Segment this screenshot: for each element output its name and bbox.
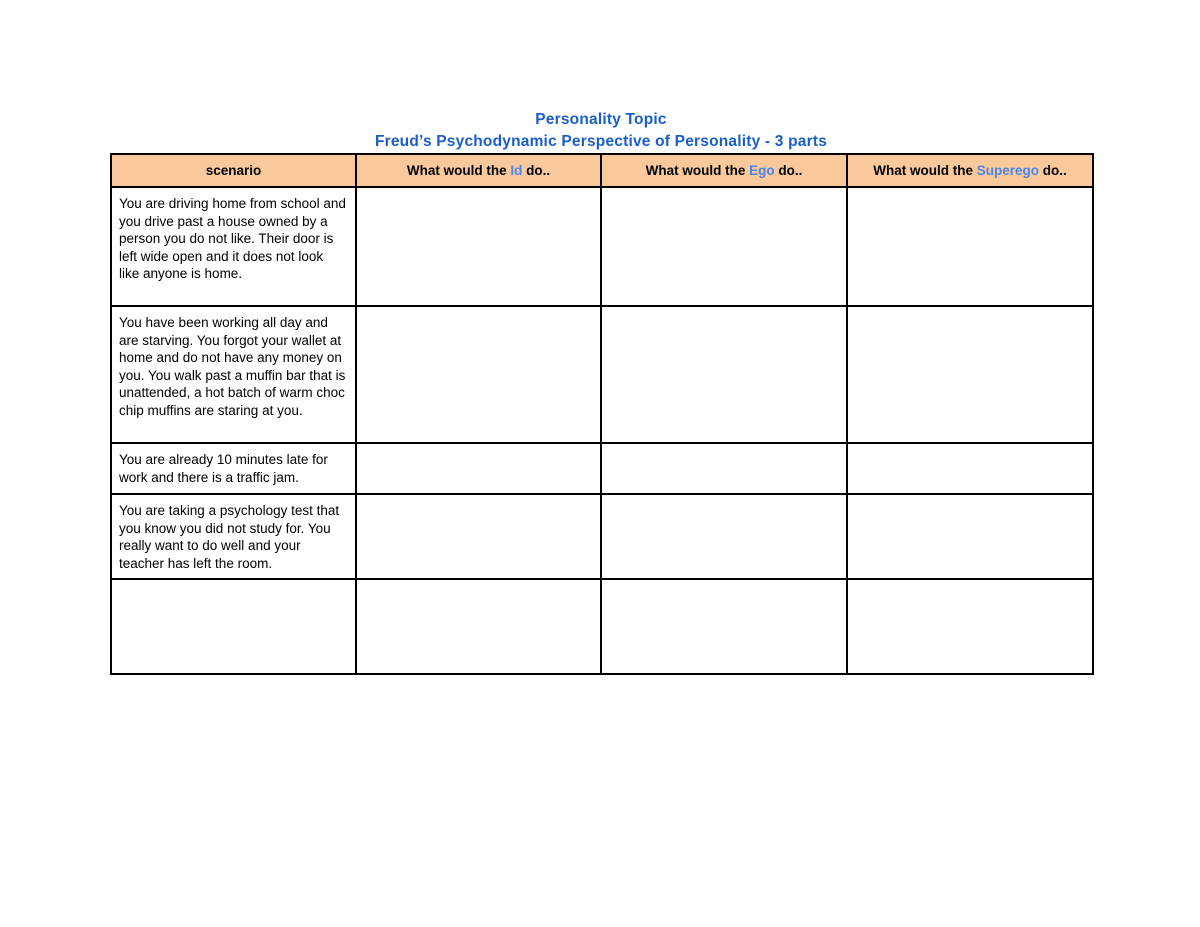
title-block bbox=[110, 109, 1092, 153]
table-row bbox=[111, 579, 1093, 674]
column-header-id bbox=[356, 154, 601, 187]
ego-answer-cell[interactable] bbox=[601, 494, 847, 579]
ego-answer-text bbox=[602, 444, 846, 457]
id-answer-text bbox=[357, 188, 600, 201]
column-header-superego bbox=[847, 154, 1093, 187]
superego-answer-text bbox=[848, 495, 1092, 508]
column-header-highlight: Superego bbox=[976, 163, 1039, 178]
id-answer-cell[interactable] bbox=[356, 306, 601, 443]
column-header-highlight: Id bbox=[510, 163, 523, 178]
ego-answer-text bbox=[602, 580, 846, 593]
column-header-ego bbox=[601, 154, 847, 187]
column-header-highlight: Ego bbox=[749, 163, 775, 178]
column-header-prefix: What would the bbox=[645, 163, 750, 178]
ego-answer-cell[interactable] bbox=[601, 579, 847, 674]
header-row bbox=[111, 154, 1093, 187]
ego-answer-text bbox=[602, 188, 846, 201]
table-row bbox=[111, 494, 1093, 579]
ego-answer-cell[interactable] bbox=[601, 443, 847, 494]
id-answer-cell[interactable] bbox=[356, 494, 601, 579]
column-header-prefix: What would the bbox=[406, 163, 511, 178]
superego-answer-text bbox=[848, 580, 1092, 593]
superego-answer-cell[interactable] bbox=[847, 306, 1093, 443]
scenario-text: You are driving home from school and you drive past a house owned by a person you do not like. Their door is left wide open and it does not look like anyone is home. bbox=[119, 196, 346, 281]
worksheet-table bbox=[110, 153, 1094, 675]
column-header-suffix: do.. bbox=[1039, 163, 1067, 178]
table-row bbox=[111, 443, 1093, 494]
superego-answer-text bbox=[848, 307, 1092, 320]
id-answer-cell[interactable] bbox=[356, 579, 601, 674]
id-answer-cell[interactable] bbox=[356, 187, 601, 306]
ego-answer-cell[interactable] bbox=[601, 306, 847, 443]
scenario-text bbox=[112, 580, 355, 593]
column-header-suffix: do.. bbox=[522, 163, 551, 178]
scenario-cell[interactable] bbox=[111, 579, 356, 674]
page-title: Personality Topic bbox=[535, 111, 667, 128]
table-row bbox=[111, 187, 1093, 306]
ego-answer-text bbox=[602, 307, 846, 320]
superego-answer-text bbox=[848, 188, 1092, 201]
superego-answer-cell[interactable] bbox=[847, 187, 1093, 306]
table-row bbox=[111, 306, 1093, 443]
id-answer-text bbox=[357, 580, 600, 593]
column-header-prefix: What would the bbox=[873, 163, 977, 178]
superego-answer-text bbox=[848, 444, 1092, 457]
superego-answer-cell[interactable] bbox=[847, 443, 1093, 494]
page-subtitle: Freud’s Psychodynamic Perspective of Personality - 3 parts bbox=[374, 133, 828, 150]
id-answer-cell[interactable] bbox=[356, 443, 601, 494]
scenario-text: You are taking a psychology test that you know you did not study for. You really want to do well and your teacher has left the room. bbox=[119, 503, 340, 571]
column-header-scenario bbox=[111, 154, 356, 187]
scenario-cell bbox=[111, 187, 356, 306]
superego-answer-cell[interactable] bbox=[847, 494, 1093, 579]
id-answer-text bbox=[357, 495, 600, 508]
column-header-suffix: do.. bbox=[774, 163, 803, 178]
ego-answer-cell[interactable] bbox=[601, 187, 847, 306]
scenario-cell bbox=[111, 306, 356, 443]
scenario-cell bbox=[111, 443, 356, 494]
scenario-cell bbox=[111, 494, 356, 579]
superego-answer-cell[interactable] bbox=[847, 579, 1093, 674]
id-answer-text bbox=[357, 444, 600, 457]
id-answer-text bbox=[357, 307, 600, 320]
ego-answer-text bbox=[602, 495, 846, 508]
column-header-label: scenario bbox=[205, 163, 262, 178]
scenario-text: You have been working all day and are starving. You forgot your wallet at home and do not have any money on you. You walk past a muffin bar that is unattended, a hot batch of warm choc chip muffins are staring at you. bbox=[119, 315, 346, 418]
scenario-text: You are already 10 minutes late for work and there is a traffic jam. bbox=[119, 452, 328, 485]
